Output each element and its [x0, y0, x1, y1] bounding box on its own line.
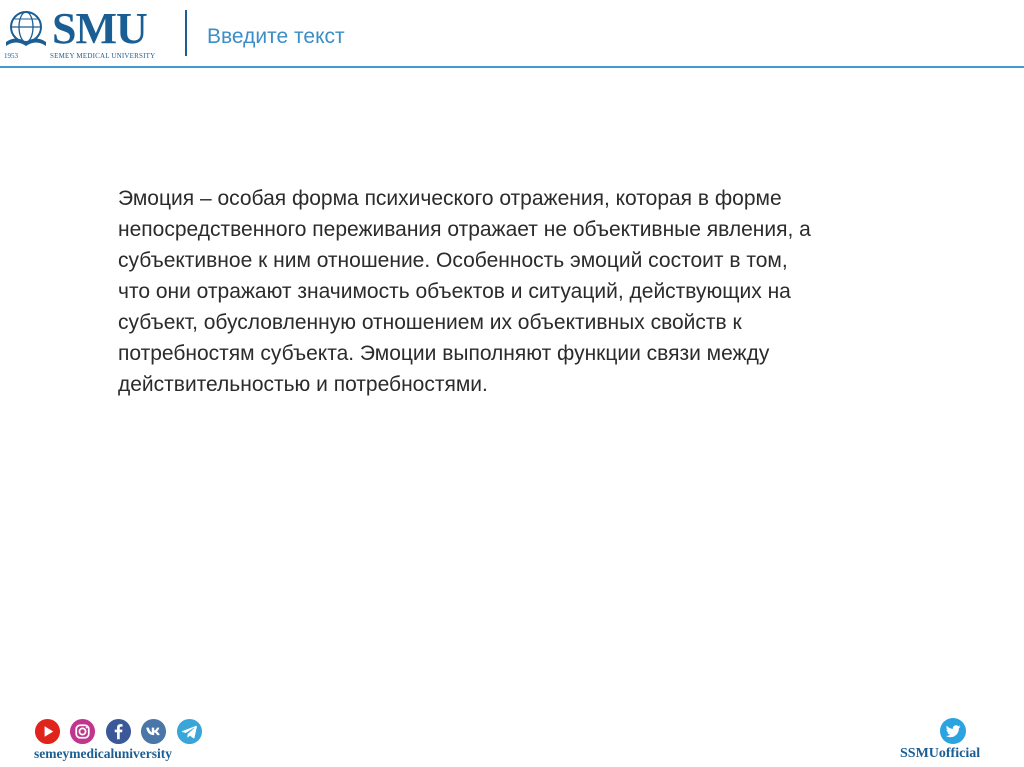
body-line: субъективное к ним отношение. Особенность эмоций состоит в том,: [118, 249, 788, 272]
body-line: потребностям субъекта. Эмоции выполняют функции связи между: [118, 342, 770, 365]
social-handle-right[interactable]: SSMUofficial: [900, 746, 981, 761]
body-text[interactable]: [118, 183, 918, 400]
facebook-icon[interactable]: [105, 718, 132, 745]
social-handle-left[interactable]: semeymedicaluniversity: [34, 746, 172, 761]
header-title[interactable]: Введите текст: [207, 25, 345, 48]
body-line: субъект, обусловленную отношением их объективных свойств к: [118, 311, 742, 334]
logo-text: SMU: [52, 4, 147, 53]
body-line: действительностью и потребностями.: [118, 373, 488, 396]
instagram-icon[interactable]: [69, 718, 96, 745]
header-divider: [185, 10, 187, 56]
body-line: Эмоция – особая форма психического отражения, которая в форме: [118, 187, 782, 210]
body-line: непосредственного переживания отражает не объективные явления, а: [118, 218, 811, 241]
social-links-left: [34, 716, 234, 764]
youtube-icon[interactable]: [34, 718, 61, 745]
vk-icon[interactable]: [140, 718, 167, 745]
social-links-right: [892, 716, 1012, 764]
body-line: что они отражают значимость объектов и ситуаций, действующих на: [118, 280, 791, 303]
twitter-icon[interactable]: [939, 717, 967, 745]
logo-subtitle: SEMEY MEDICAL UNIVERSITY: [50, 52, 156, 60]
header-rule: [0, 66, 1024, 68]
smu-logo: [2, 4, 172, 62]
telegram-icon[interactable]: [176, 718, 203, 745]
globe-book-icon: [4, 8, 48, 52]
header: [0, 0, 1024, 68]
logo-year: 1953: [4, 52, 18, 60]
